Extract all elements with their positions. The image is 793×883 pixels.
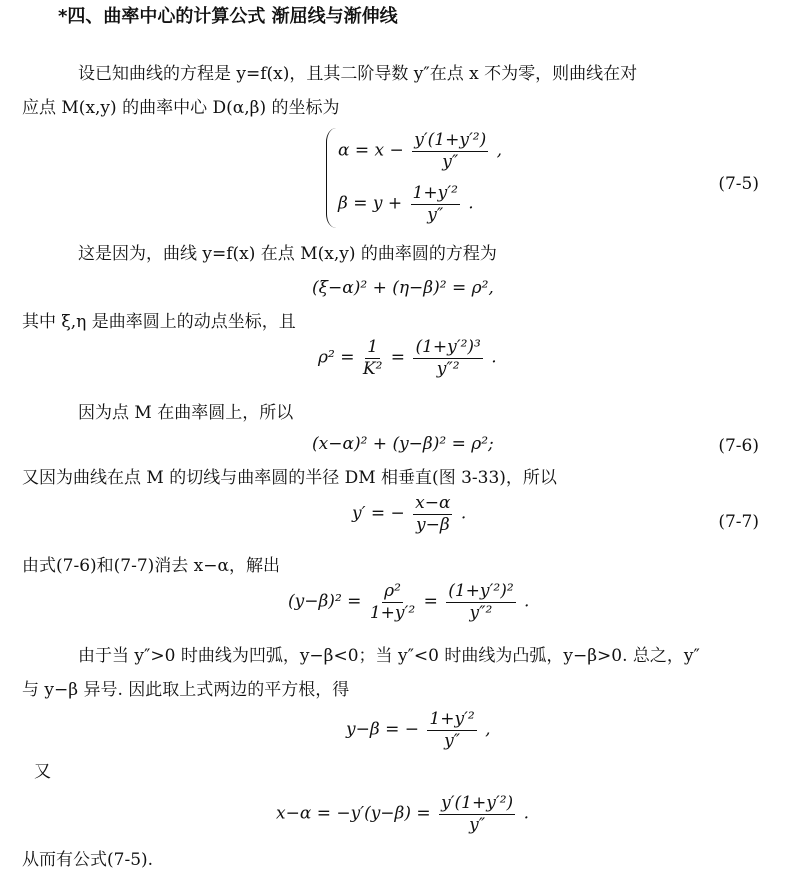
equation-square: (y−β)² = $\frac{\text{ρ²}}{\text{1+y′²}}$ = $\frac{\text{(1+y′²)²}}{\text{y″²}}$ . [288,581,530,623]
equation-7-7: y′ = − $\frac{x-\alpha}{y-\beta}$ . [352,493,467,535]
equation-rho: ρ² = $\frac{1}{\text{K²}}$ = $\frac{\text{(1+y′²)³}}{\text{y″²}}$ . [318,337,497,379]
paragraph-5: 又因为曲线在点 M 的切线与曲率圆的半径 DM 相垂直(图 3-33)，所以 [22,468,557,488]
equation-number-7-7: (7-7) [718,512,759,532]
equation-x-alpha: x−α = −y′(y−β) = $\frac{\text{y′(1+y′²)}}{y''}$ . [276,793,529,835]
equation-circle: (ξ−α)² + (η−β)² = ρ², [312,278,494,298]
system-brace [326,128,337,228]
paragraph-8: 又 [34,762,51,782]
equation-7-6: (x−α)² + (y−β)² = ρ²; [312,434,494,454]
equation-number-7-6: (7-6) [718,436,759,456]
equation-number-7-5: (7-5) [718,174,759,194]
paragraph-1-line-2: 应点 M(x,y) 的曲率中心 D(α,β) 的坐标为 [22,98,340,118]
paragraph-4: 因为点 M 在曲率圆上，所以 [78,403,294,423]
section-heading: *四、曲率中心的计算公式 渐屈线与渐伸线 [58,6,398,27]
paragraph-9: 从而有公式(7-5). [22,850,154,870]
paragraph-7-line-2: 与 y−β 异号. 因此取上式两边的平方根，得 [22,680,350,700]
paragraph-6: 由式(7-6)和(7-7)消去 x−α，解出 [22,556,280,576]
paragraph-1-line-1: 设已知曲线的方程是 y=f(x)，且其二阶导数 y″在点 x 不为零，则曲线在对 [78,64,638,84]
equation-beta: β = y + $\frac{\text{1+y′²}}{y''}$ . [338,183,474,225]
paragraph-2: 这是因为，曲线 y=f(x) 在点 M(x,y) 的曲率圆的方程为 [78,244,497,264]
paragraph-3: 其中 ξ,η 是曲率圆上的动点坐标，且 [22,312,296,332]
equation-root: y−β = − $\frac{\text{1+y′²}}{y''}$ , [346,709,491,751]
paragraph-7-line-1: 由于当 y″>0 时曲线为凹弧，y−β<0；当 y″<0 时曲线为凸弧，y−β>0. 总之，y″ [78,646,700,666]
equation-alpha: α = x − $\frac{\text{y′(1+y′²)}}{y''}$ , [338,130,503,172]
